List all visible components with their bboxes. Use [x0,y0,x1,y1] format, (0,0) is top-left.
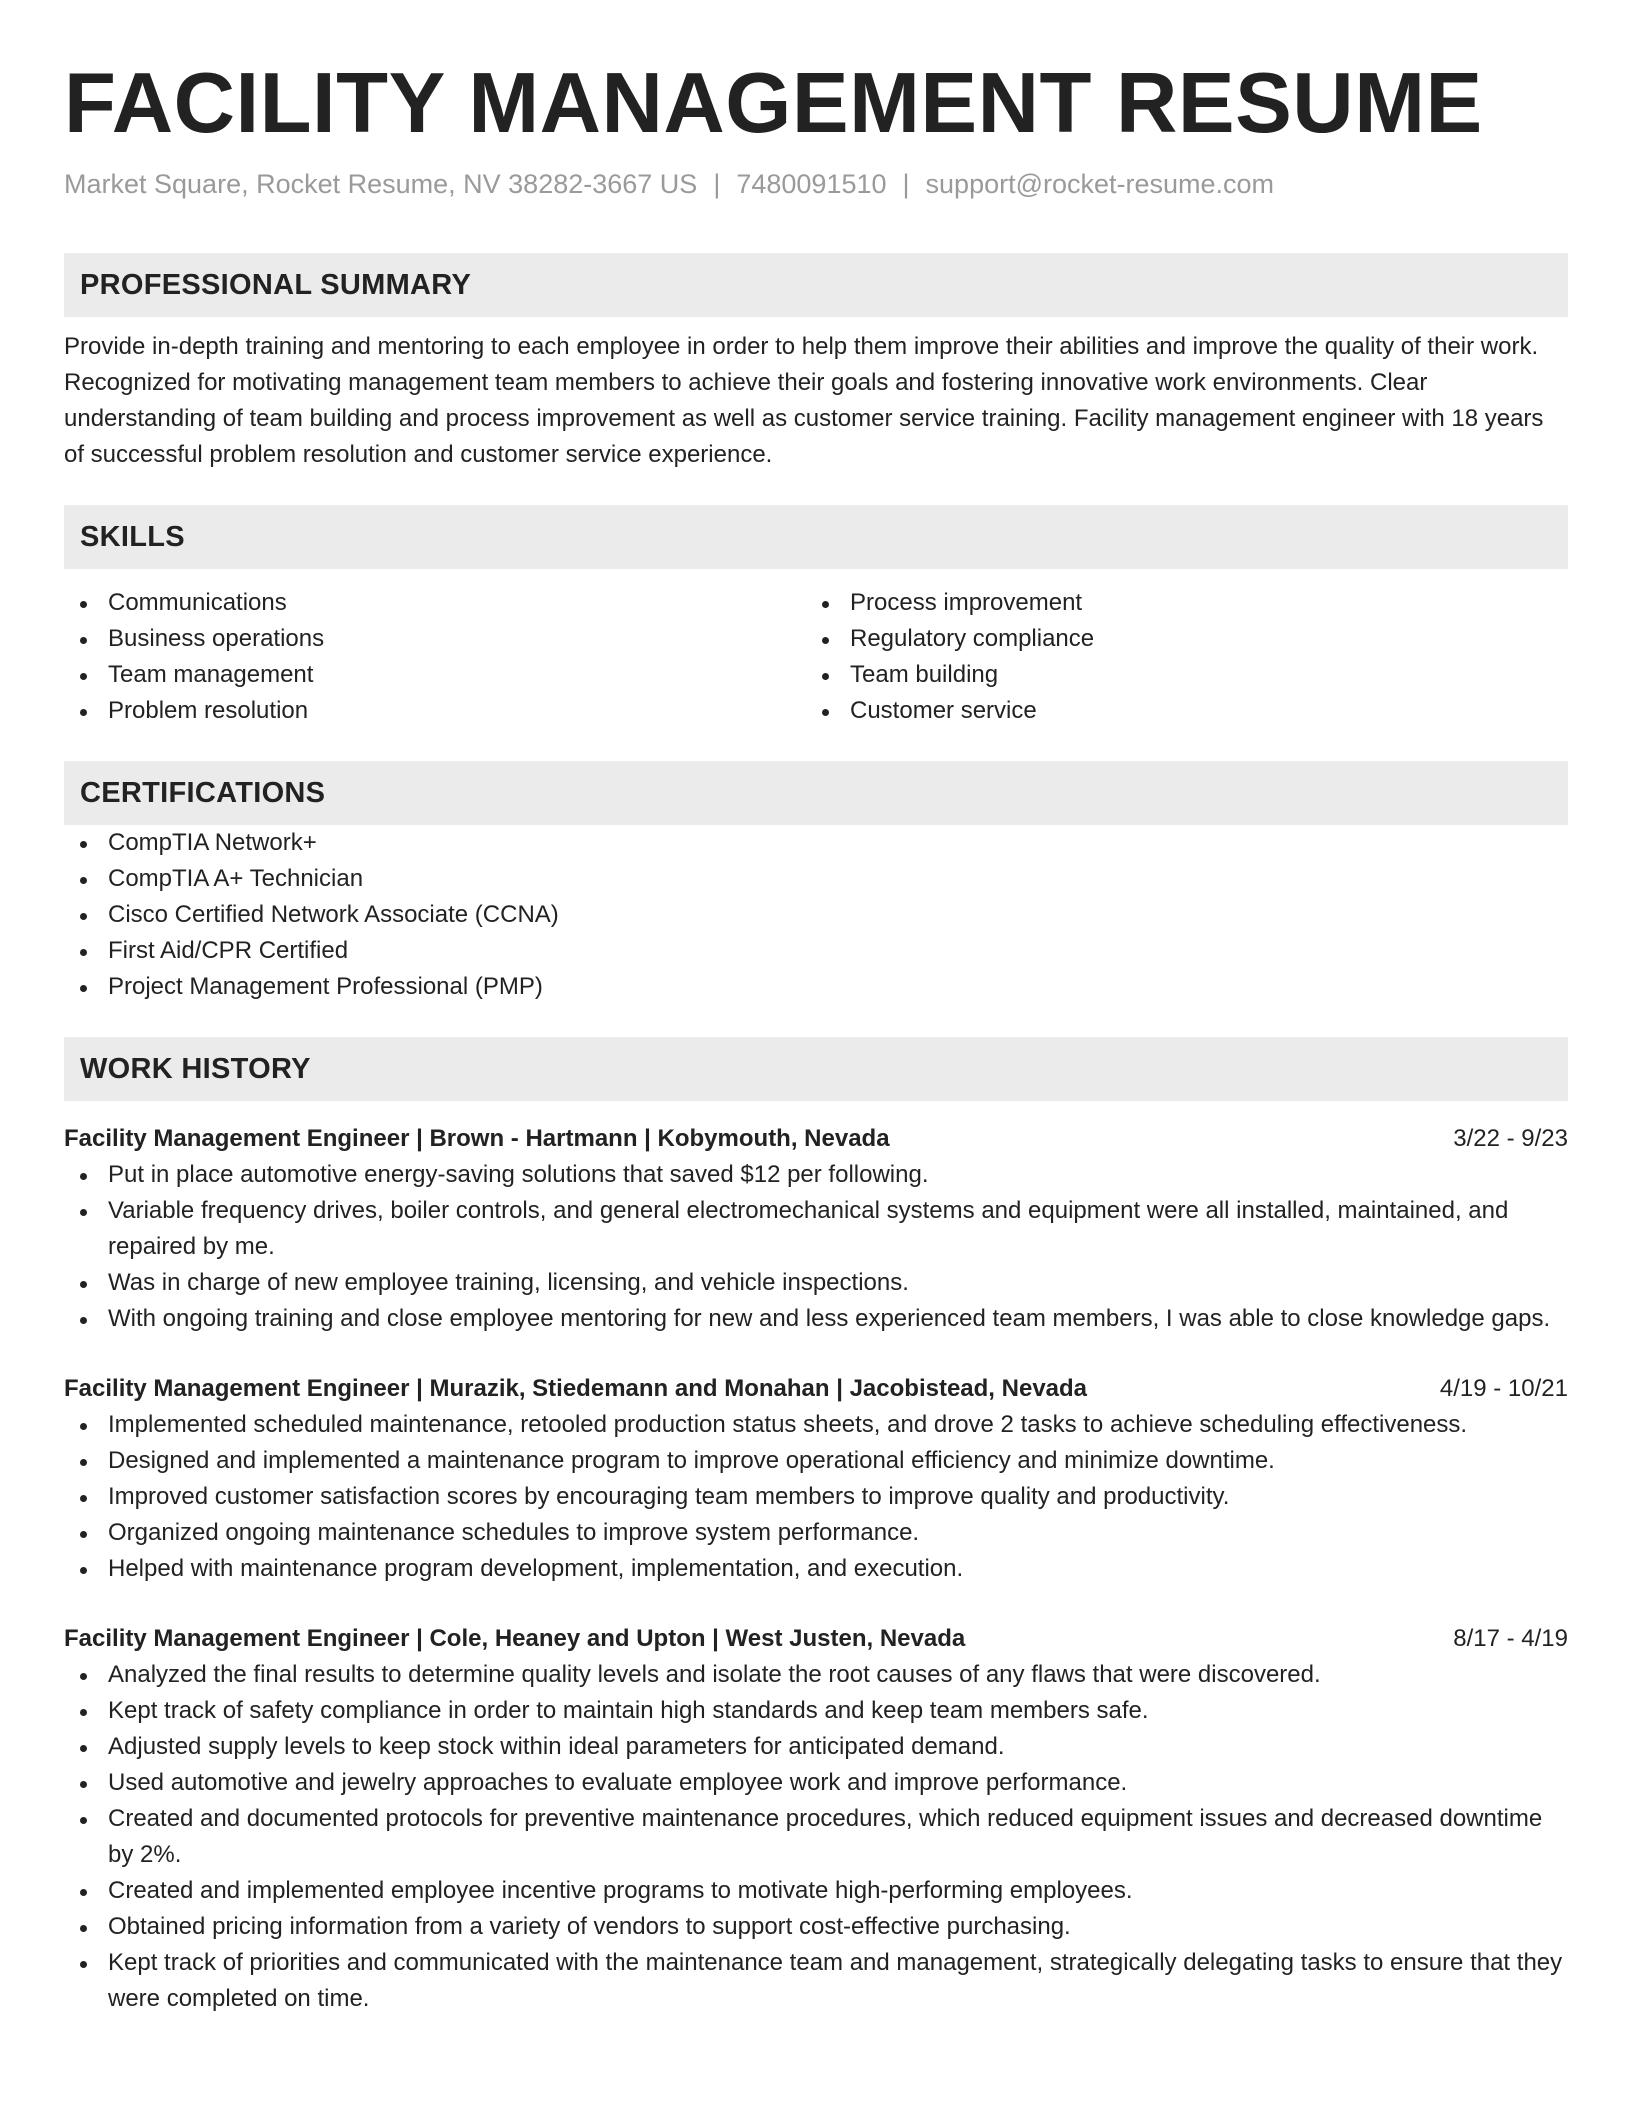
job-header [64,1121,1568,1157]
skill-item: Team building [806,657,1548,693]
skill-item: Communications [64,585,806,621]
skills-column-left [64,585,806,729]
certifications-list [64,825,1568,1005]
job-bullet: Adjusted supply levels to keep stock within ideal parameters for anticipated demand. [64,1729,1568,1765]
work-history-heading: WORK HISTORY [64,1037,1568,1101]
job-bullet: Put in place automotive energy-saving solutions that saved $12 per following. [64,1157,1568,1193]
job-dates: 3/22 - 9/23 [1453,1125,1568,1152]
contact-address: Market Square, Rocket Resume, NV 38282-3667 US [64,169,698,199]
skills-grid [64,585,1568,729]
job-bullet: Used automotive and jewelry approaches to evaluate employee work and improve performance. [64,1765,1568,1801]
contact-separator: | [713,169,721,199]
job-title: Facility Management Engineer | Murazik, Stiedemann and Monahan | Jacobistead, Nevada [64,1375,1088,1402]
job-bullet: Kept track of safety compliance in order to maintain high standards and keep team members safe. [64,1693,1568,1729]
contact-line [64,166,1568,202]
summary-text: Provide in-depth training and mentoring to each employee in order to help them improve their abilities and improve the quality of their work. Recognized for motivating management team members to achieve their goals and fostering innovative work environments. Clear understanding of team building and process improvement as well as customer service training. Facility management engineer with 18 years of successful problem resolution and customer service experience. [64,333,1544,468]
job-bullet: Designed and implemented a maintenance program to improve operational efficiency and minimize downtime. [64,1443,1568,1479]
skill-item: Team management [64,657,806,693]
contact-phone: 7480091510 [736,169,887,199]
skill-item: Regulatory compliance [806,621,1548,657]
job-bullet: Obtained pricing information from a variety of vendors to support cost-effective purchasing. [64,1909,1568,1945]
contact-separator: | [902,169,910,199]
job-dates: 4/19 - 10/21 [1439,1375,1568,1402]
job-bullet: Improved customer satisfaction scores by encouraging team members to improve quality and productivity. [64,1479,1568,1515]
job-bullet: Implemented scheduled maintenance, retooled production status sheets, and drove 2 tasks to achieve scheduling effectiveness. [64,1407,1568,1443]
job-header [64,1621,1568,1657]
job-dates: 8/17 - 4/19 [1453,1625,1568,1652]
certification-item: CompTIA Network+ [64,825,1568,861]
certifications-heading: CERTIFICATIONS [64,761,1568,825]
contact-email: support@rocket-resume.com [925,169,1275,199]
job-bullets [64,1407,1568,1587]
skill-item: Process improvement [806,585,1548,621]
job-bullet: Was in charge of new employee training, licensing, and vehicle inspections. [64,1265,1568,1301]
certification-item: First Aid/CPR Certified [64,933,1568,969]
job-bullet: With ongoing training and close employee mentoring for new and less experienced team members, I was able to close knowledge gaps. [64,1301,1568,1337]
job-title: Facility Management Engineer | Brown - Hartmann | Kobymouth, Nevada [64,1125,890,1152]
skill-item: Problem resolution [64,693,806,729]
skills-heading: SKILLS [64,505,1568,569]
skills-column-right [806,585,1548,729]
skill-item: Business operations [64,621,806,657]
job-bullet: Kept track of priorities and communicated with the maintenance team and management, strategically delegating tasks to ensure that they were completed on time. [64,1945,1568,2017]
job-bullet: Analyzed the final results to determine quality levels and isolate the root causes of any flaws that were discovered. [64,1657,1568,1693]
job-bullet: Organized ongoing maintenance schedules to improve system performance. [64,1515,1568,1551]
skill-item: Customer service [806,693,1548,729]
job-header [64,1371,1568,1407]
job-bullets [64,1157,1568,1337]
certification-item: Cisco Certified Network Associate (CCNA) [64,897,1568,933]
certification-item: CompTIA A+ Technician [64,861,1568,897]
resume-title: FACILITY MANAGEMENT RESUME [64,56,1483,151]
job-bullets [64,1657,1568,2017]
summary-heading: PROFESSIONAL SUMMARY [64,253,1568,317]
job-bullet: Created and implemented employee incentive programs to motivate high-performing employees. [64,1873,1568,1909]
job-bullet: Helped with maintenance program development, implementation, and execution. [64,1551,1568,1587]
job-entry [64,1121,1568,1337]
job-bullet: Created and documented protocols for preventive maintenance procedures, which reduced equipment issues and decreased downtime by 2%. [64,1801,1568,1873]
skills-list-left [64,585,806,729]
job-title: Facility Management Engineer | Cole, Heaney and Upton | West Justen, Nevada [64,1625,966,1652]
job-bullet: Variable frequency drives, boiler controls, and general electromechanical systems and equipment were all installed, maintained, and repaired by me. [64,1193,1568,1265]
job-entry [64,1371,1568,1587]
job-entry [64,1621,1568,2017]
skills-list-right [806,585,1548,729]
certification-item: Project Management Professional (PMP) [64,969,1568,1005]
